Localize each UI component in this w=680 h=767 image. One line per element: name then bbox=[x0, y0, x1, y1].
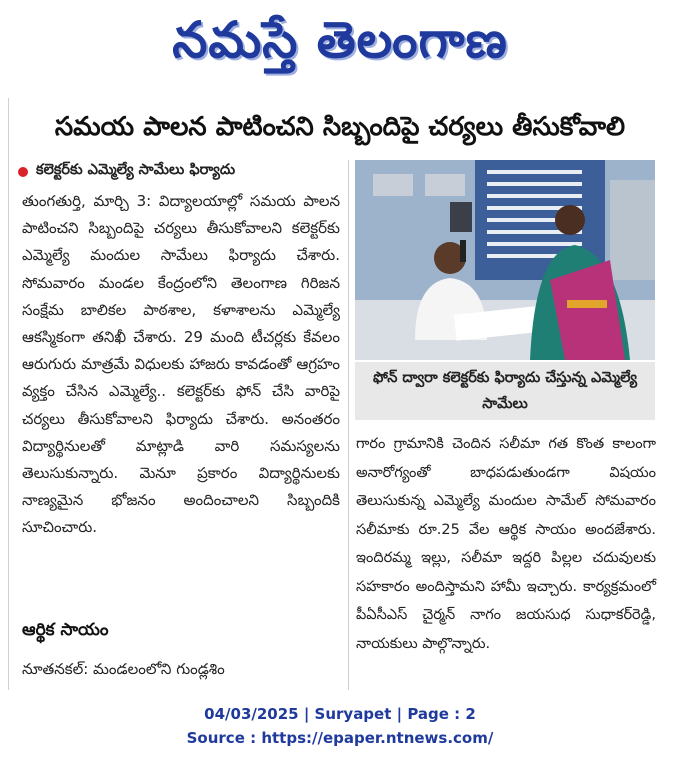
article-column-left bbox=[22, 188, 340, 542]
article-body-left: తుంగతుర్తి, మార్చి 3: విద్యాలయాల్లో సమయ పాలన పాటించని సిబ్బందిపై చర్యలు తీసుకోవాలని కలెక్టర్‌కు ఎమ్మెల్యే మందుల సామేలు ఫిర్యాదు చేశారు. సోమవారం మండల కేంద్రంలోని తెలంగాణ గిరిజన సంక్షేమ బాలికల పాఠశాల, కళాశాలను ఎమ్మెల్యే ఆకస్మికంగా తనిఖీ చేశారు. 29 మంది టీచర్లకు కేవలం ఆరుగురు మాత్రమే విధులకు హాజరు కావడంతో ఆగ్రహం వ్యక్తం చేసిన ఎమ్మెల్యే.. కలెక్టర్‌కు ఫోన్ చేసి వారిపై చర్యలు తీసుకోవాలని ఫిర్యాదు చేశారు. అనంతరం విద్యార్థినులతో మాట్లాడి వారి సమస్యలను తెలుసుకున్నారు. మెనూ ప్రకారం విద్యార్థినులకు నాణ్యమైన భోజనం అందించాలని సిబ్బందికి సూచించారు. bbox=[22, 192, 340, 537]
edition-meta: 04/03/2025 | Suryapet | Page : 2 bbox=[204, 705, 476, 723]
article-kicker bbox=[18, 160, 348, 184]
sidebar-story-body: నూతనకల్: మండలంలోని గుండ్లశిం bbox=[22, 660, 225, 678]
article-body-right: గారం గ్రామానికి చెందిన సలీమా గత కొంత కాలంగా అనారోగ్యంతో బాధపడుతుండగా విషయం తెలుసుకున్న ఎమ్మెల్యే మందుల సామేల్ సోమవారం సలీమాకు రూ.25 వేల ఆర్థిక సాయం అందజేశారు. ఇందిరమ్మ ఇల్లు, సలీమా ఇద్దరి పిల్లల చదువులకు సహకారం అందిస్తామని హామీ ఇచ్చారు. కార్యక్రమంలో పీఏసీఎస్ చైర్మన్ నాగం జయసుధ సుధాకర్‌రెడ్డి, నాయకులు పాల్గొన్నారు. bbox=[356, 436, 656, 652]
photo-caption: ఫోన్ ద్వారా కలెక్టర్‌కు ఫిర్యాదు చేస్తున్న ఎమ్మెల్యే సామేలు bbox=[355, 362, 655, 420]
article-column-right bbox=[356, 430, 656, 658]
sidebar-story-column bbox=[22, 656, 340, 688]
masthead-title: నమస్తే తెలంగాణ bbox=[172, 10, 508, 69]
bullet-icon bbox=[18, 167, 28, 177]
photo-illustration bbox=[355, 160, 655, 360]
kicker-text: కలెక్టర్‌కు ఎమ్మెల్యే సామేలు ఫిర్యాదు bbox=[36, 162, 236, 178]
sidebar-story-subhead: ఆర్థిక సాయం bbox=[22, 620, 109, 640]
column-divider bbox=[348, 160, 349, 690]
source-link[interactable]: Source : https://epaper.ntnews.com/ bbox=[186, 729, 494, 747]
article-headline: సమయ పాలన పాటించని సిబ్బందిపై చర్యలు తీసుకోవాలి bbox=[54, 112, 626, 142]
page-footer bbox=[0, 702, 680, 750]
article-photo bbox=[355, 160, 655, 360]
newspaper-masthead bbox=[0, 0, 680, 92]
